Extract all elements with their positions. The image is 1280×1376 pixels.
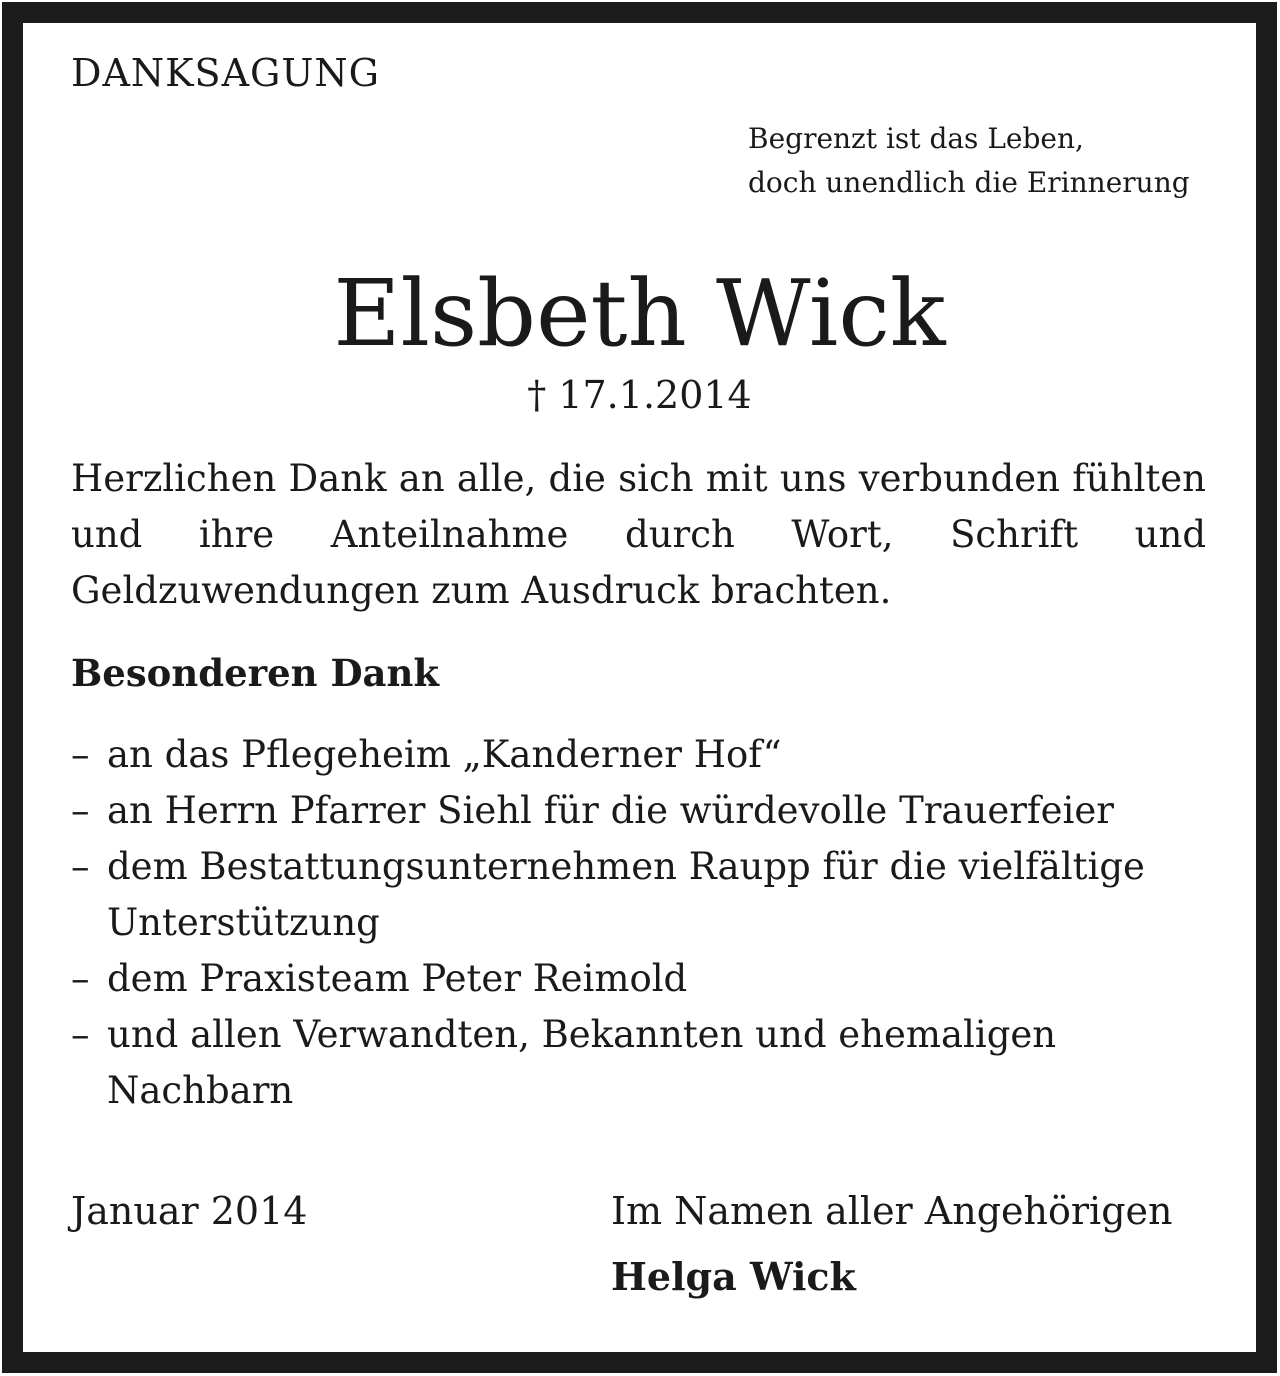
list-item-text: an das Pflegeheim „Kanderner Hof“ [107, 733, 782, 776]
death-date: † 17.1.2014 [527, 373, 752, 417]
list-item-text: dem Bestattungsunternehmen Raupp für die vielfältige Unterstützung [107, 845, 1145, 944]
thanks-paragraph: Herzlichen Dank an alle, die sich mit uns verbunden fühlten und ihre Anteilnahme durch Wort, Schrift und Geldzuwendungen zum Ausdruck brachten. [71, 457, 1206, 612]
deceased-name: Elsbeth Wick [333, 260, 946, 367]
notice-heading: DANKSAGUNG [71, 51, 381, 95]
special-thanks-list [71, 727, 1211, 1119]
list-item-text: an Herrn Pfarrer Siehl für die würdevolle Trauerfeier [107, 789, 1114, 832]
list-item [71, 783, 1211, 839]
list-item-text: dem Praxisteam Peter Reimold [107, 957, 688, 1000]
notice-frame [2, 2, 1277, 1373]
list-dash: – [71, 1013, 90, 1056]
motto-line-2: doch unendlich die Erinnerung [748, 166, 1190, 199]
list-dash: – [71, 789, 90, 832]
list-dash: – [71, 845, 90, 888]
motto-line-1: Begrenzt ist das Leben, [748, 122, 1084, 155]
list-item [71, 951, 1211, 1007]
list-dash: – [71, 733, 90, 776]
notice-month: Januar 2014 [71, 1189, 308, 1233]
special-thanks-heading: Besonderen Dank [71, 651, 440, 695]
list-item [71, 1007, 1211, 1119]
motto-quote [748, 117, 1190, 205]
list-item-text: und allen Verwandten, Bekannten und ehemaligen Nachbarn [107, 1013, 1057, 1112]
list-item [71, 839, 1211, 951]
signoff-line: Im Namen aller Angehörigen [611, 1189, 1173, 1233]
list-item [71, 727, 1211, 783]
list-dash: – [71, 957, 90, 1000]
signer-name: Helga Wick [611, 1254, 856, 1299]
